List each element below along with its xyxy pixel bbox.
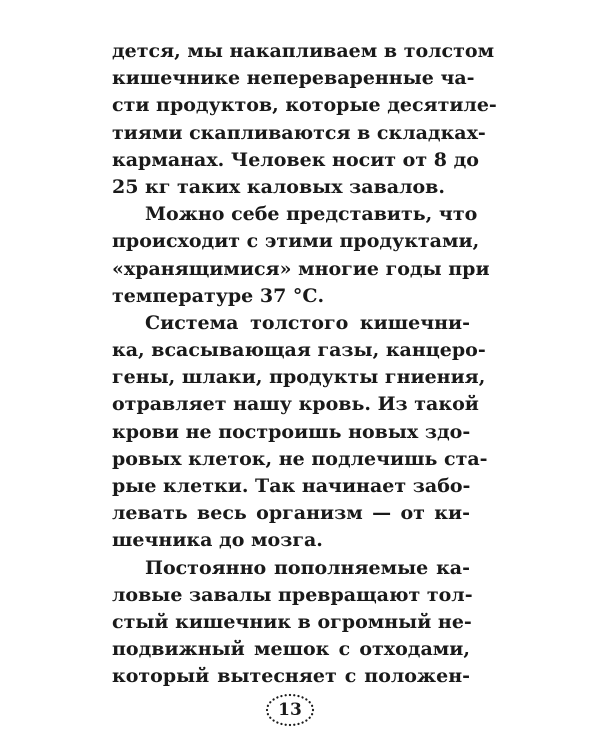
- text-line: стый кишечник в огромный не-: [112, 610, 472, 633]
- text-line: происходит с этими продуктами,: [112, 230, 480, 253]
- text-line: Можно себе представить, что: [145, 203, 478, 226]
- text-line: левать весь организм — от ки-: [112, 502, 470, 525]
- text-line: Система толстого кишечни-: [145, 311, 470, 334]
- text-line: температуре 37 °С.: [112, 284, 325, 307]
- text-line: ка, всасывающая газы, канцеро-: [112, 339, 486, 362]
- page-number: 13: [278, 700, 302, 720]
- text-line: карманах. Человек носит от 8 до: [112, 148, 479, 171]
- text-line: крови не построишь новых здо-: [112, 420, 471, 443]
- text-line: кишечнике непереваренные ча-: [112, 67, 475, 90]
- text-line: тиями скапливаются в складках-: [112, 121, 486, 144]
- text-line: гены, шлаки, продукты гниения,: [112, 366, 486, 389]
- text-line: шечника до мозга.: [112, 529, 323, 552]
- text-line: который вытесняет с положен-: [112, 665, 470, 688]
- page-number-badge: [264, 692, 316, 728]
- text-line: ловые завалы превращают тол-: [112, 583, 473, 606]
- text-line: дется, мы накапливаем в толстом: [112, 40, 495, 62]
- paragraph: [112, 555, 473, 691]
- paragraph: [112, 201, 490, 310]
- paragraph: [112, 38, 497, 201]
- text-line: отравляет нашу кровь. Из такой: [112, 393, 479, 416]
- text-line: «хранящимися» многие годы при: [112, 257, 490, 280]
- text-line: 25 кг таких каловых завалов.: [112, 175, 446, 198]
- text-line: Постоянно пополняемые ка-: [145, 556, 470, 579]
- body-text: [112, 38, 497, 691]
- paragraph: [112, 310, 488, 555]
- text-line: подвижный мешок с отходами,: [112, 638, 470, 661]
- text-line: рые клетки. Так начинает забо-: [112, 475, 471, 497]
- text-line: ровых клеток, не подлечишь ста-: [112, 447, 488, 470]
- text-line: сти продуктов, которые десятиле-: [112, 94, 497, 117]
